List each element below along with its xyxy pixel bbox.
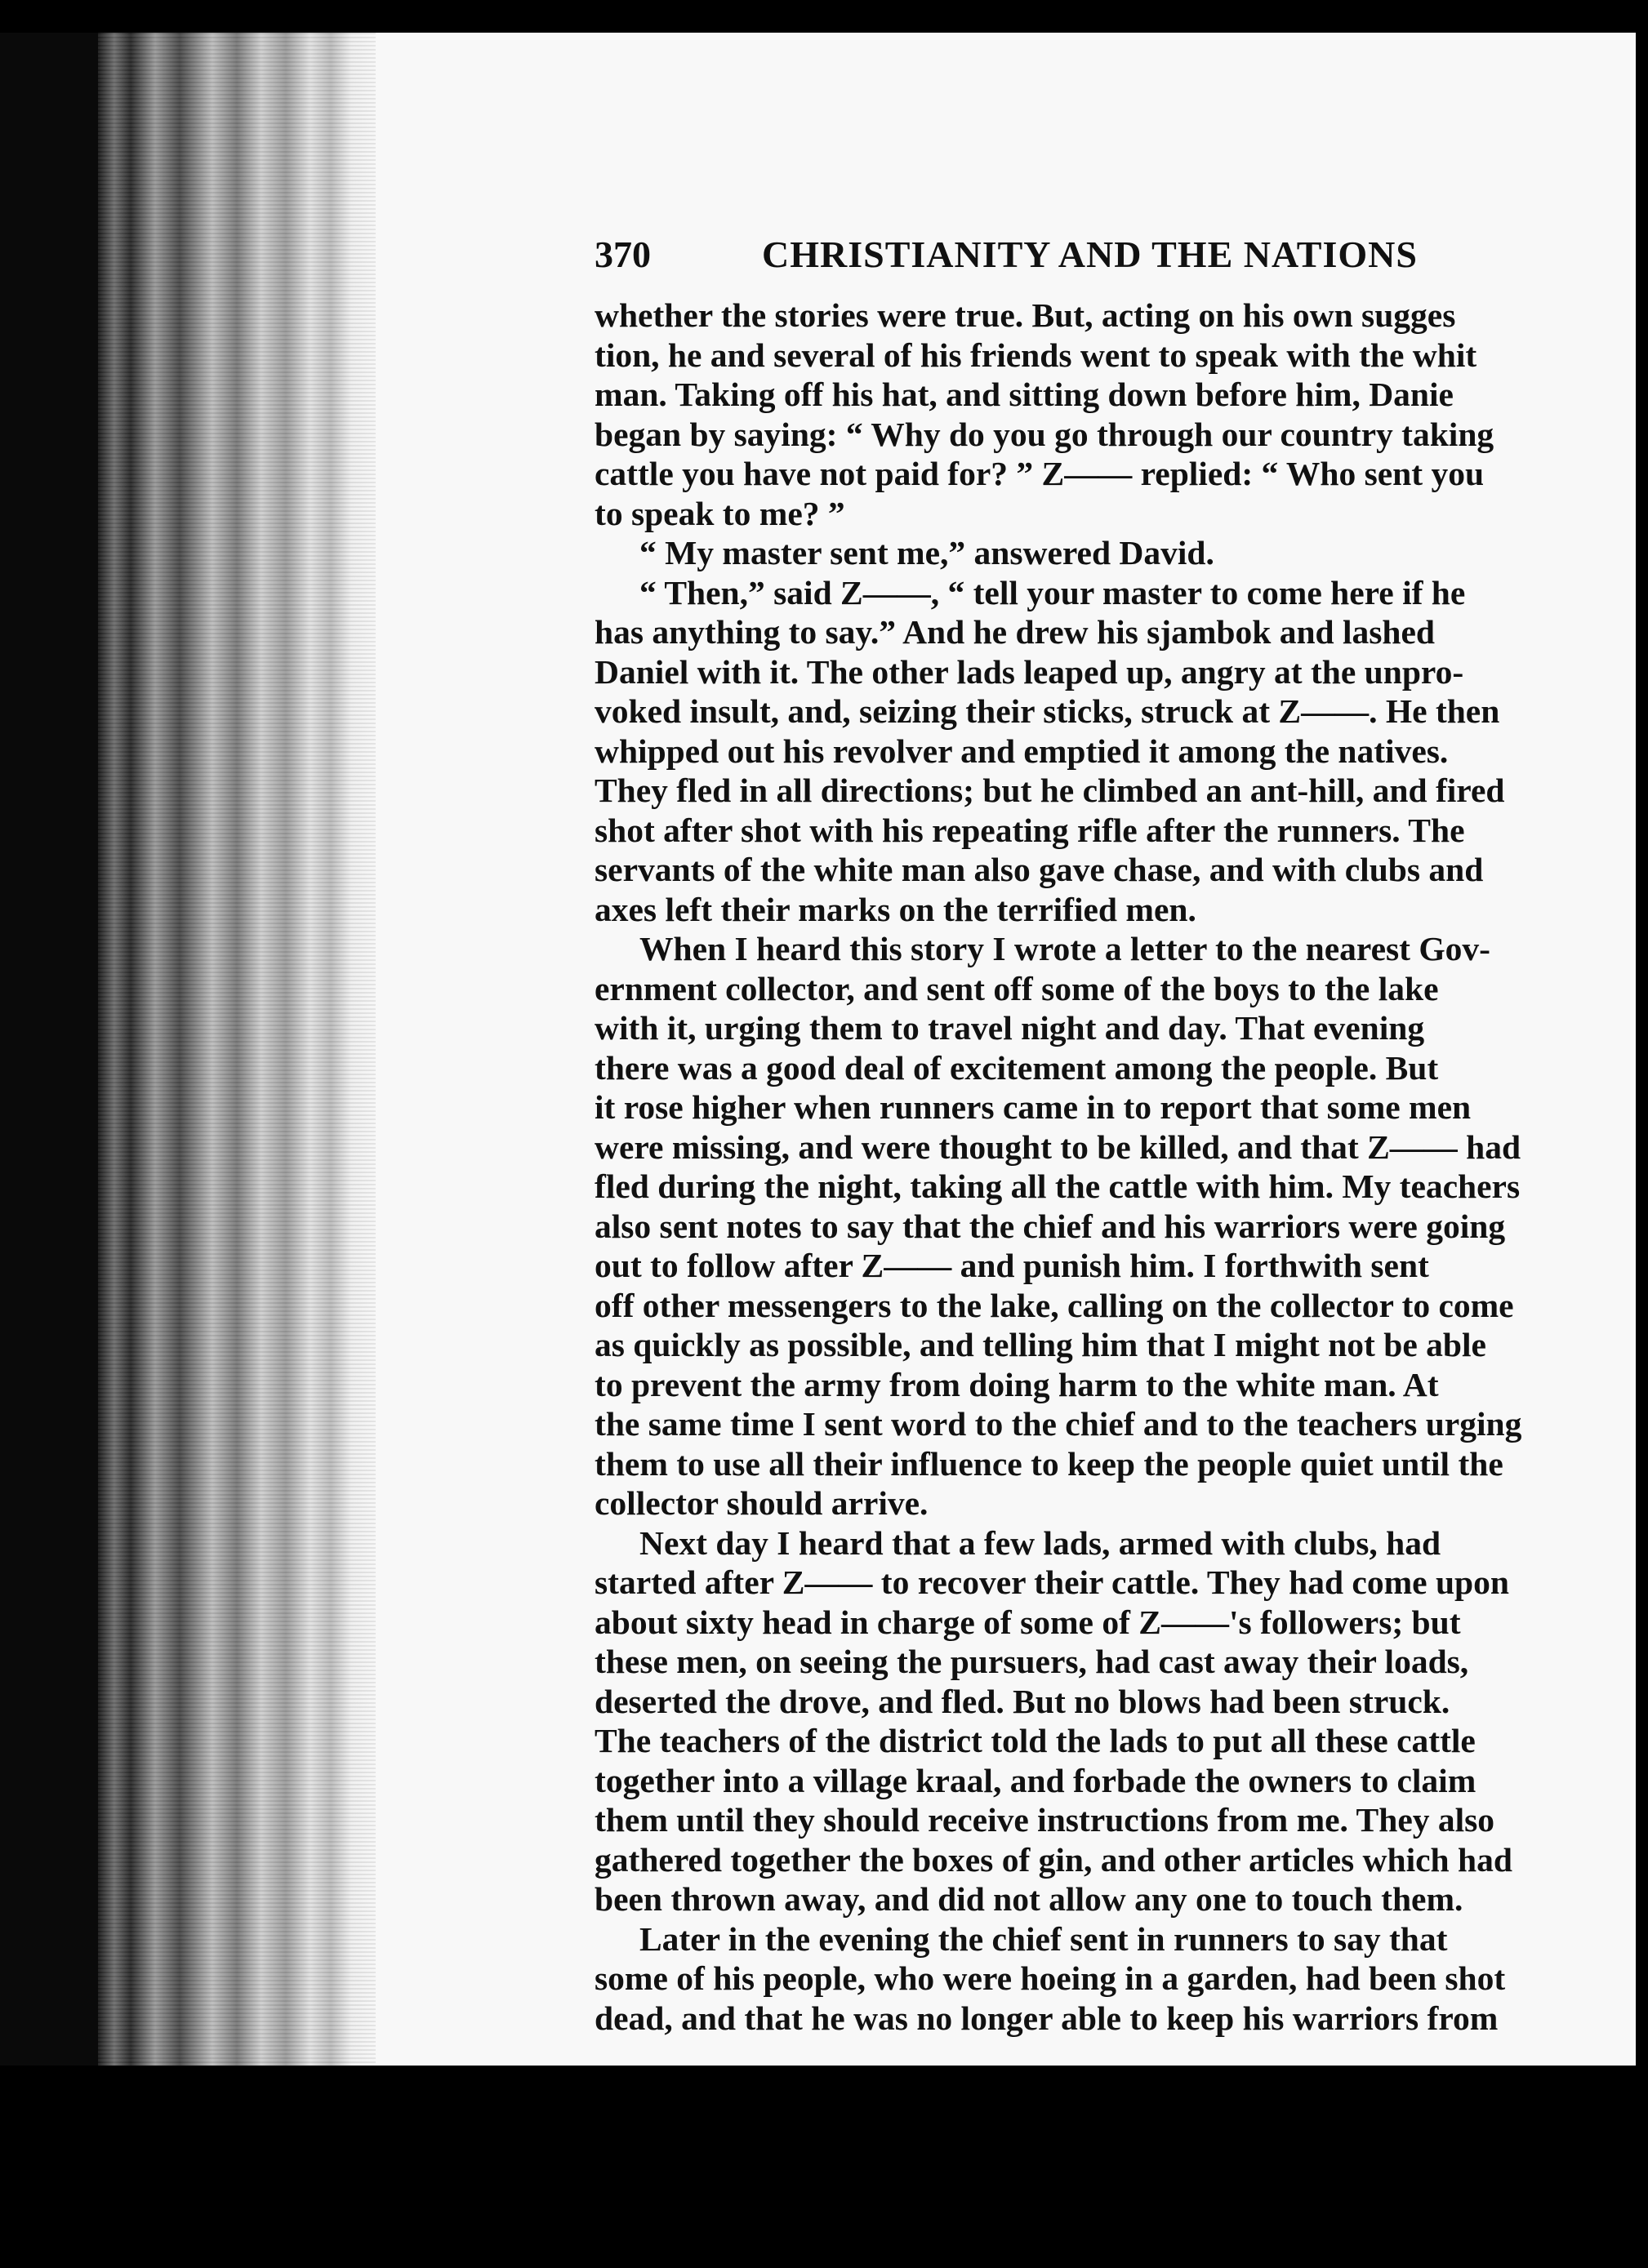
scan-left-border [0, 33, 98, 2066]
text-line: began by saying: “ Why do you go through our country taking [595, 415, 1494, 453]
scan-top-border [0, 0, 1636, 33]
page-number: 370 [595, 233, 651, 275]
text-line: man. Taking off his hat, and sitting down before him, Danie [595, 376, 1454, 413]
text-line: as quickly as possible, and telling him that I might not be able [595, 1326, 1486, 1363]
text-line: whether the stories were true. But, acting on his own sugges [595, 296, 1456, 334]
text-line: dead, and that he was no longer able to keep his warriors from [595, 1999, 1499, 2037]
book-gutter-shadow [98, 33, 376, 2066]
text-line: them until they should receive instructions from me. They also [595, 1801, 1495, 1839]
text-line: off other messengers to the lake, calling on the collector to come [595, 1286, 1514, 1324]
text-line: about sixty head in charge of some of Z——'s followers; but [595, 1603, 1461, 1641]
text-line: some of his people, who were hoeing in a garden, had been shot [595, 1959, 1506, 1997]
text-line: collector should arrive. [595, 1484, 929, 1522]
text-line: “ Then,” said Z——, “ tell your master to come here if he [639, 573, 1466, 611]
page-header [595, 233, 1648, 290]
text-line: deserted the drove, and fled. But no blows had been struck. [595, 1682, 1450, 1720]
text-line: ernment collector, and sent off some of the boys to the lake [595, 969, 1439, 1007]
text-line: there was a good deal of excitement among the people. But [595, 1048, 1439, 1087]
text-line: together into a village kraal, and forbade the owners to claim [595, 1761, 1477, 1799]
text-line: been thrown away, and did not allow any one to touch them. [595, 1880, 1463, 1918]
text-line: When I heard this story I wrote a letter to the nearest Gov- [639, 930, 1490, 967]
text-line: They fled in all directions; but he climbed an ant-hill, and fired [595, 772, 1505, 809]
text-line: to speak to me? ” [595, 494, 845, 532]
text-line: has anything to say.” And he drew his sjambok and lashed [595, 613, 1435, 651]
running-title: CHRISTIANITY AND THE NATIONS [762, 233, 1418, 275]
text-line: Daniel with it. The other lads leaped up, angry at the unpro- [595, 652, 1464, 691]
body-text [595, 296, 1636, 2037]
text-line: also sent notes to say that the chief and his warriors were going [595, 1207, 1506, 1245]
text-line: started after Z—— to recover their cattle. They had come upon [595, 1563, 1509, 1601]
text-line: fled during the night, taking all the cattle with him. My teachers [595, 1167, 1521, 1205]
text-line: shot after shot with his repeating rifle after the runners. The [595, 811, 1465, 849]
text-line: voked insult, and, seizing their sticks, struck at Z——. He then [595, 692, 1500, 730]
scan-bottom-border [0, 2066, 1636, 2268]
text-line: the same time I sent word to the chief and to the teachers urging [595, 1405, 1522, 1443]
text-line: whipped out his revolver and emptied it among the natives. [595, 732, 1449, 770]
text-line: it rose higher when runners came in to report that some men [595, 1088, 1472, 1126]
text-line: gathered together the boxes of gin, and other articles which had [595, 1840, 1512, 1879]
text-line: tion, he and several of his friends went to speak with the whit [595, 336, 1477, 374]
text-line: these men, on seeing the pursuers, had cast away their loads, [595, 1643, 1469, 1680]
text-line: them to use all their influence to keep the people quiet until the [595, 1444, 1503, 1483]
text-line: to prevent the army from doing harm to the white man. At [595, 1365, 1439, 1403]
text-line: axes left their marks on the terrified men. [595, 890, 1196, 928]
text-line: servants of the white man also gave chase, and with clubs and [595, 851, 1484, 888]
text-line: were missing, and were thought to be killed, and that Z—— had [595, 1127, 1521, 1166]
text-line: The teachers of the district told the lads to put all these cattle [595, 1722, 1476, 1759]
text-line: cattle you have not paid for? ” Z—— replied: “ Who sent you [595, 455, 1485, 492]
text-line: with it, urging them to travel night and day. That evening [595, 1009, 1425, 1047]
text-line: out to follow after Z—— and punish him. I forthwith sent [595, 1247, 1429, 1284]
text-line: “ My master sent me,” answered David. [639, 534, 1214, 571]
text-line: Later in the evening the chief sent in runners to say that [639, 1919, 1448, 1958]
text-line: Next day I heard that a few lads, armed with clubs, had [639, 1523, 1441, 1562]
